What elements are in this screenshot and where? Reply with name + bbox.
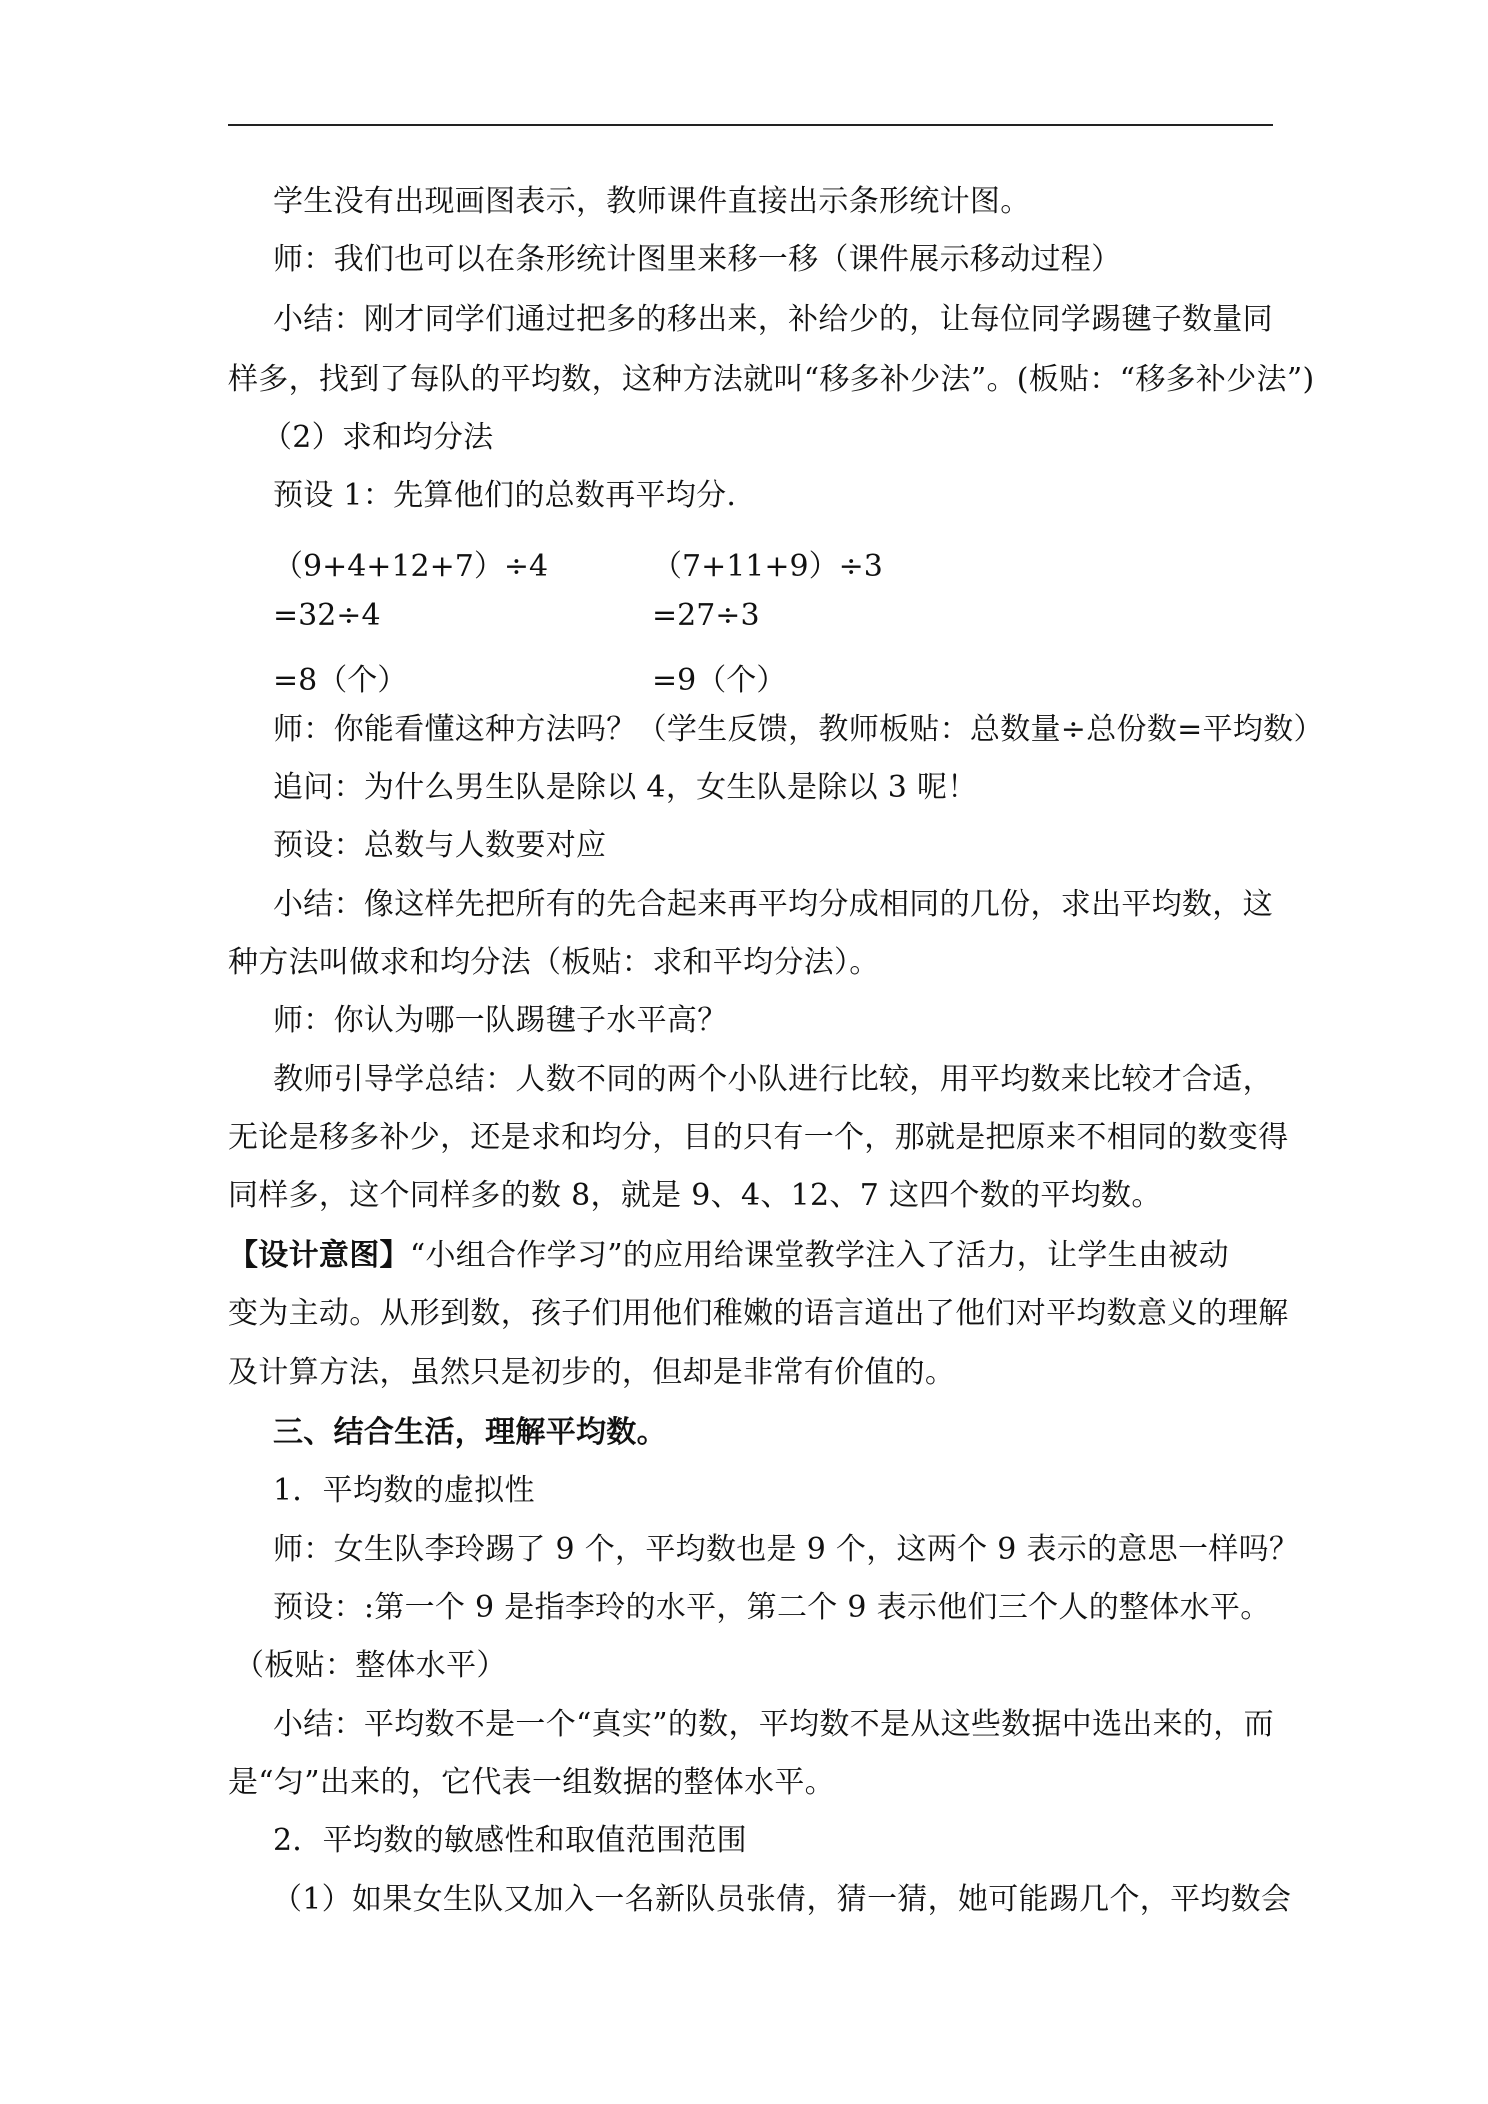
- header-rule: [228, 124, 1273, 126]
- calc-right-line: =27÷3: [652, 598, 760, 633]
- paragraph-line: 同样多，这个同样多的数 8，就是 9、4、12、7 这四个数的平均数。: [228, 1178, 1162, 1213]
- calc-left-line: =8（个）: [273, 663, 408, 698]
- paragraph-line: 预设 1：先算他们的总数再平均分.: [273, 478, 737, 513]
- paragraph-line: 小结：平均数不是一个“真实”的数，平均数不是从这些数据中选出来的，而: [273, 1707, 1274, 1742]
- paragraph-line: 是“匀”出来的，它代表一组数据的整体水平。: [228, 1765, 835, 1800]
- calc-left-line: =32÷4: [273, 598, 381, 633]
- subsection-heading: 2．平均数的敏感性和取值范围范围: [273, 1823, 747, 1858]
- design-intent-line: [228, 1226, 1273, 1286]
- design-intent-label: 【设计意图】: [228, 1238, 410, 1273]
- section-heading: 三、结合生活，理解平均数。: [273, 1415, 667, 1450]
- paragraph-line: 种方法叫做求和均分法（板贴：求和平均分法）。: [228, 945, 880, 980]
- calc-right-line: =9（个）: [652, 663, 787, 698]
- paragraph-line: 师：女生队李玲踢了 9 个，平均数也是 9 个，这两个 9 表示的意思一样吗？: [273, 1532, 1300, 1567]
- paragraph-line: 无论是移多补少，还是求和均分，目的只有一个，那就是把原来不相同的数变得: [228, 1120, 1289, 1155]
- paragraph-line: 预设：:第一个 9 是指李玲的水平，第二个 9 表示他们三个人的整体水平。: [273, 1590, 1271, 1625]
- paragraph-line: 教师引导学总结：人数不同的两个小队进行比较，用平均数来比较才合适，: [273, 1062, 1273, 1097]
- paragraph-line: （1）如果女生队又加入一名新队员张倩，猜一猜，她可能踢几个，平均数会: [272, 1882, 1292, 1917]
- paragraph-line: （板贴：整体水平）: [234, 1648, 507, 1683]
- paragraph-line: 师：你能看懂这种方法吗？（学生反馈，教师板贴：总数量÷总份数=平均数）: [273, 712, 1324, 747]
- section-heading: （2）求和均分法: [262, 420, 494, 455]
- paragraph-line: 及计算方法，虽然只是初步的，但却是非常有价值的。: [228, 1355, 956, 1390]
- paragraph-line: 预设：总数与人数要对应: [273, 828, 607, 863]
- paragraph-line: 小结：刚才同学们通过把多的移出来，补给少的，让每位同学踢毽子数量同: [273, 302, 1273, 337]
- paragraph-line: 师：我们也可以在条形统计图里来移一移（课件展示移动过程）: [273, 242, 1122, 277]
- paragraph-line: 学生没有出现画图表示，教师课件直接出示条形统计图。: [273, 184, 1031, 219]
- paragraph-line: 小结：像这样先把所有的先合起来再平均分成相同的几份，求出平均数，这: [273, 887, 1273, 922]
- design-intent-text: “小组合作学习”的应用给课堂教学注入了活力，让学生由被动: [409, 1238, 1229, 1273]
- calc-right-line: （7+11+9）÷3: [652, 549, 883, 584]
- paragraph-line: 样多，找到了每队的平均数，这种方法就叫“移多补少法”。(板贴：“移多补少法”): [228, 362, 1315, 397]
- paragraph-line: 师：你认为哪一队踢毽子水平高？: [273, 1003, 728, 1038]
- paragraph-line: 变为主动。从形到数，孩子们用他们稚嫩的语言道出了他们对平均数意义的理解: [228, 1296, 1289, 1331]
- paragraph-line: 追问：为什么男生队是除以 4，女生队是除以 3 呢！: [273, 770, 978, 805]
- calc-left-line: （9+4+12+7）÷4: [273, 549, 549, 584]
- subsection-heading: 1．平均数的虚拟性: [273, 1473, 535, 1508]
